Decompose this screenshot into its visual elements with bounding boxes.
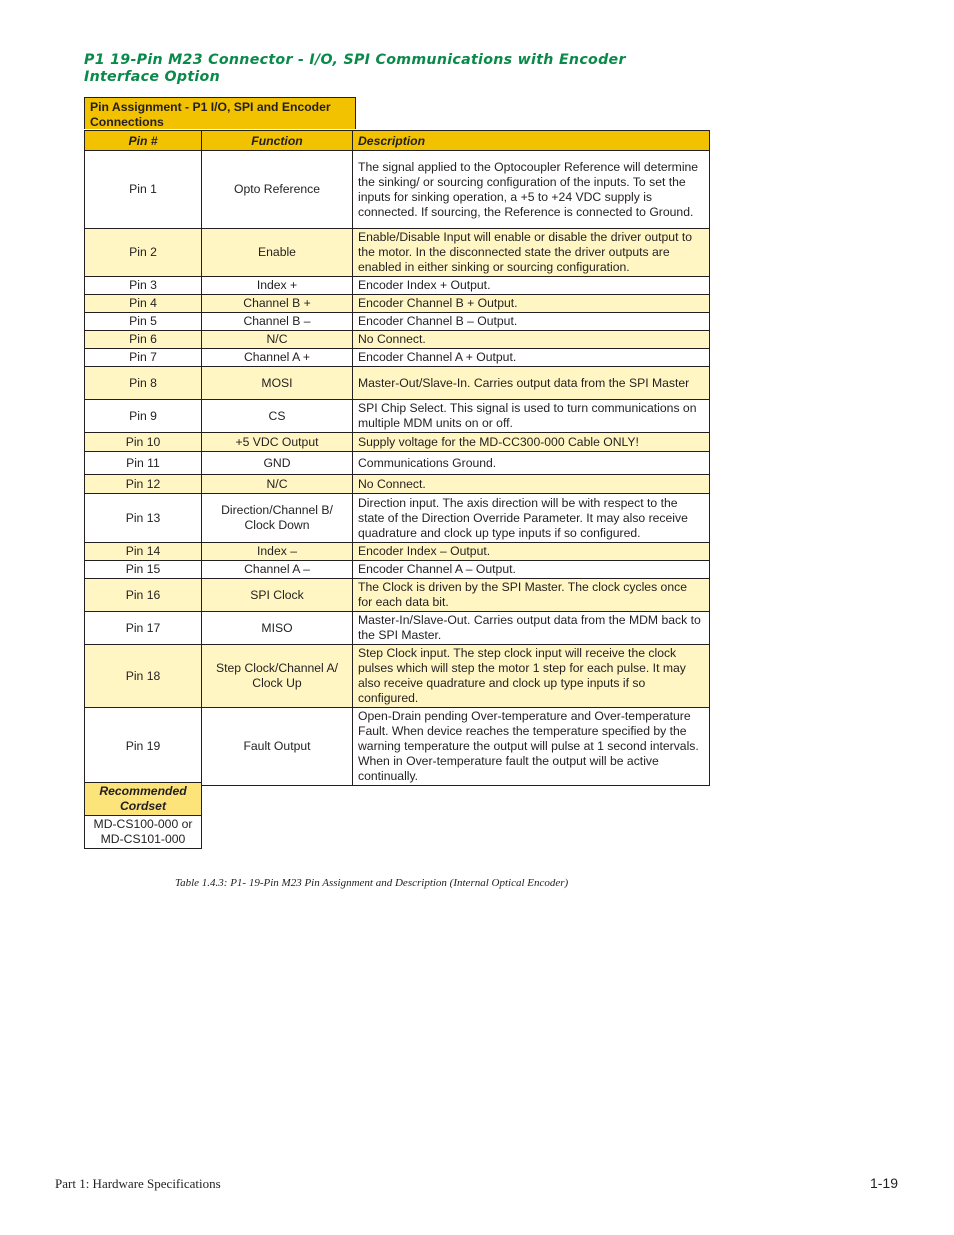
table-row [85,151,710,229]
table-header: Pin Assignment - P1 I/O, SPI and Encoder Connections [84,97,356,129]
pin-assignment-table [84,130,710,786]
function-cell: Channel A + [202,349,353,367]
function-cell: Step Clock/Channel A/ Clock Up [202,645,353,708]
column-header-function: Function [202,131,353,151]
function-cell: MOSI [202,367,353,400]
description-cell: Enable/Disable Input will enable or disable the driver output to the motor. In the disconnected state the driver outputs are enabled in either sinking or sourcing configuration. [353,229,710,277]
description-cell: Encoder Index – Output. [353,543,710,561]
function-cell: SPI Clock [202,579,353,612]
function-cell: Index – [202,543,353,561]
function-cell: Fault Output [202,708,353,786]
table-row [85,295,710,313]
description-cell: Encoder Channel A + Output. [353,349,710,367]
description-cell: The Clock is driven by the SPI Master. The clock cycles once for each data bit. [353,579,710,612]
pin-cell: Pin 12 [85,475,202,494]
table-row [85,313,710,331]
function-cell: N/C [202,331,353,349]
recommended-cordset-table [84,782,202,849]
table-row [85,229,710,277]
page-number: 1-19 [869,1175,898,1191]
pin-cell: Pin 13 [85,494,202,543]
description-cell: Encoder Channel B – Output. [353,313,710,331]
function-cell: Opto Reference [202,151,353,229]
description-cell: Encoder Index + Output. [353,277,710,295]
function-cell: +5 VDC Output [202,433,353,452]
pin-cell: Pin 1 [85,151,202,229]
table-row [85,433,710,452]
function-cell: CS [202,400,353,433]
function-cell: GND [202,452,353,475]
pin-cell: Pin 5 [85,313,202,331]
pin-cell: Pin 4 [85,295,202,313]
pin-cell: Pin 16 [85,579,202,612]
table-row [85,331,710,349]
pin-cell: Pin 7 [85,349,202,367]
description-cell: Direction input. The axis direction will be with respect to the state of the Direction Override Parameter. It may also receive quadrature and clock up type inputs if so configured. [353,494,710,543]
description-cell: Open-Drain pending Over-temperature and Over-temperature Fault. When device reaches the temperature specified by the warning temperature the output will pulse at 1 second intervals. When in Over-temperature fault the output will be active continually. [353,708,710,786]
description-cell: Communications Ground. [353,452,710,475]
table-row [85,400,710,433]
description-cell: The signal applied to the Optocoupler Reference will determine the sinking/ or sourcing configuration of the inputs. To set the inputs for sinking operation, a +5 to +24 VDC supply is connected. If sourcing, the Reference is connected to Ground. [353,151,710,229]
pin-cell: Pin 17 [85,612,202,645]
table-row [85,543,710,561]
table-row [85,561,710,579]
function-cell: MISO [202,612,353,645]
function-cell: Enable [202,229,353,277]
pin-cell: Pin 6 [85,331,202,349]
description-cell: Encoder Channel A – Output. [353,561,710,579]
section-title: P1 19-Pin M23 Connector - I/O, SPI Communications with Encoder Interface Option [84,52,626,85]
column-header-row [85,131,710,151]
pin-cell: Pin 19 [85,708,202,786]
table-row [85,612,710,645]
cordset-value: MD-CS100-000 or MD-CS101-000 [85,816,202,849]
table-row [85,367,710,400]
description-cell: Supply voltage for the MD-CC300-000 Cable ONLY! [353,433,710,452]
description-cell: No Connect. [353,475,710,494]
table-row [85,708,710,786]
function-cell: Index + [202,277,353,295]
function-cell: Direction/Channel B/ Clock Down [202,494,353,543]
table-row [85,494,710,543]
pin-cell: Pin 8 [85,367,202,400]
footer-section-label: Part 1: Hardware Specifications [55,1176,221,1191]
column-header-pin: Pin # [85,131,202,151]
column-header-description: Description [353,131,710,151]
function-cell: Channel B + [202,295,353,313]
pin-cell: Pin 15 [85,561,202,579]
description-cell: No Connect. [353,331,710,349]
description-cell: SPI Chip Select. This signal is used to turn communications on multiple MDM units on or off. [353,400,710,433]
function-cell: N/C [202,475,353,494]
table-row [85,349,710,367]
pin-cell: Pin 9 [85,400,202,433]
pin-cell: Pin 11 [85,452,202,475]
pin-cell: Pin 18 [85,645,202,708]
description-cell: Step Clock input. The step clock input will receive the clock pulses which will step the motor 1 step for each pulse. It may also receive quadrature and clock up type inputs if so configured. [353,645,710,708]
table-caption: Table 1.4.3: P1- 19-Pin M23 Pin Assignment and Description (Internal Optical Encoder) [175,877,569,889]
description-cell: Encoder Channel B + Output. [353,295,710,313]
cordset-header: Recommended Cordset [85,783,202,816]
pin-cell: Pin 2 [85,229,202,277]
table-row [85,579,710,612]
function-cell: Channel A – [202,561,353,579]
description-cell: Master-Out/Slave-In. Carries output data from the SPI Master [353,367,710,400]
table-row [85,475,710,494]
table-row [85,645,710,708]
pin-cell: Pin 10 [85,433,202,452]
description-cell: Master-In/Slave-Out. Carries output data from the MDM back to the SPI Master. [353,612,710,645]
table-row [85,452,710,475]
function-cell: Channel B – [202,313,353,331]
pin-cell: Pin 14 [85,543,202,561]
table-row [85,277,710,295]
pin-cell: Pin 3 [85,277,202,295]
